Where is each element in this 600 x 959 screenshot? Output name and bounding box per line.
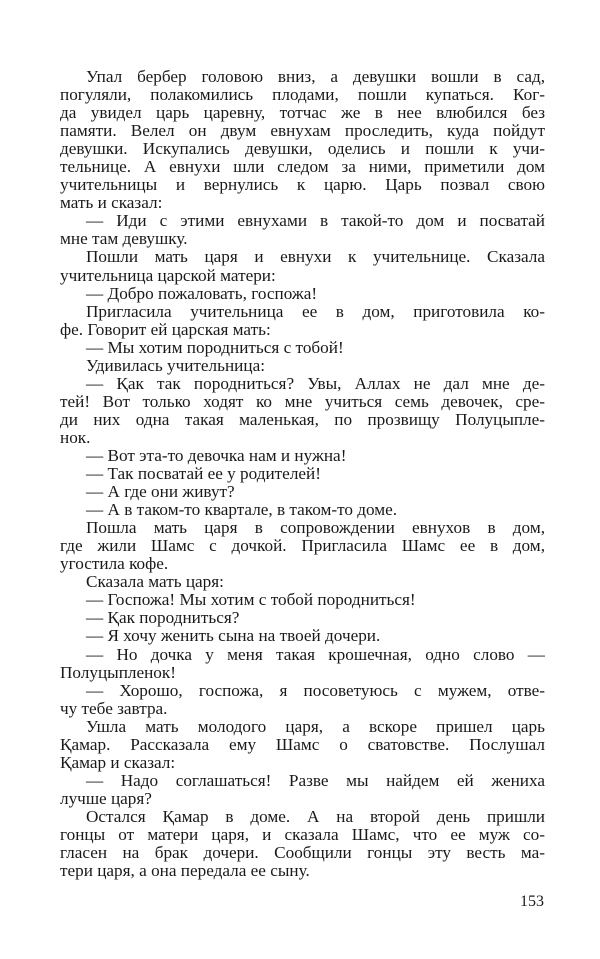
text-line: ди них одна такая маленькая, по прозвищу Полуцыпле-	[60, 410, 545, 429]
text-line: Қамар. Рассказала ему Шамс о сватовстве. Послушал	[60, 735, 545, 754]
text-line: тери царя, а она передала ее сыну.	[60, 861, 310, 881]
paragraph	[60, 483, 545, 501]
paragraph	[60, 357, 545, 375]
text-line: — Так посватай ее у родителей!	[86, 464, 321, 484]
text-line: тельнице. А евнухи шли следом за ними, приметили дом	[60, 158, 545, 177]
text-line: гонцы от матери царя, и сказала Шамс, что ее муж со-	[60, 825, 545, 844]
text-line: памяти. Велел он двум евнухам проследить, куда пойдут	[60, 122, 545, 141]
text-line: — Қак так породниться? Увы, Аллах не дал мне де-	[86, 374, 545, 393]
text-line: гласен на брак дочери. Сообщили гонцы эту весть ма-	[60, 844, 545, 863]
paragraph	[60, 772, 545, 808]
text-line: — Добро пожаловать, госпожа!	[86, 283, 318, 303]
text-line: Қамар и сказал:	[60, 752, 176, 772]
text-line: Ушла мать молодого царя, а вскоре пришел царь	[86, 717, 545, 736]
paragraph	[60, 303, 545, 339]
paragraph	[60, 248, 545, 284]
text-line: Остался Қамар в доме. А на второй день пришли	[86, 807, 545, 826]
paragraph	[60, 682, 545, 718]
paragraph	[60, 339, 545, 357]
text-line: — Қак породниться?	[86, 608, 240, 628]
text-line: Пошли мать царя и евнухи к учительнице. Сказала	[86, 248, 545, 267]
paragraph	[60, 609, 545, 627]
text-line: — Госпожа! Мы хотим с тобой породниться!	[86, 590, 416, 610]
text-line: Пошла мать царя в сопровождении евнухов в дом,	[86, 519, 545, 538]
text-line: девушки. Искупались девушки, оделись и пошли к учи-	[60, 140, 545, 159]
text-line: фе. Говорит ей царская мать:	[60, 319, 271, 339]
paragraph	[60, 447, 545, 465]
text-line: — Хорошо, госпожа, я посоветуюсь с мужем, отве-	[86, 681, 545, 700]
text-line: — А где они живут?	[86, 482, 235, 502]
text-line: тей! Вот только ходят ко мне учиться семь девочек, сре-	[60, 392, 545, 411]
paragraph	[60, 68, 545, 212]
page-number: 153	[520, 893, 544, 910]
text-line: нок.	[60, 427, 91, 447]
text-line: учительница царской матери:	[60, 265, 276, 285]
paragraph	[60, 519, 545, 573]
text-line: мне там девушку.	[60, 229, 188, 249]
text-line: да увидел царь царевну, тотчас же в нее влюбился без	[60, 104, 545, 123]
paragraph	[60, 375, 545, 447]
text-line: где жили Шамс с дочкой. Пригласила Шамс ее в дом,	[60, 537, 545, 556]
paragraph	[60, 646, 545, 682]
paragraph	[60, 212, 545, 248]
paragraph	[60, 627, 545, 645]
paragraph	[60, 285, 545, 303]
text-line: — Я хочу женить сына на твоей дочери.	[86, 626, 381, 646]
text-line: лучше царя?	[60, 788, 152, 808]
text-line: Пригласила учительница ее в дом, приготовила ко-	[86, 302, 545, 321]
paragraph	[60, 591, 545, 609]
text-line: угостила кофе.	[60, 554, 169, 574]
paragraph	[60, 718, 545, 772]
text-line: Удивилась учительница:	[86, 355, 265, 375]
page-text	[60, 68, 545, 880]
paragraph	[60, 573, 545, 591]
text-line: чу тебе завтра.	[60, 698, 168, 718]
text-line: — Но дочка у меня такая крошечная, одно слово —	[86, 645, 545, 664]
paragraph	[60, 501, 545, 519]
text-line: — Вот эта-то девочка нам и нужна!	[86, 445, 347, 465]
paragraph	[60, 465, 545, 483]
text-line: Упал бербер головою вниз, а девушки вошли в сад,	[86, 68, 545, 86]
text-line: мать и сказал:	[60, 193, 163, 213]
text-line: — Мы хотим породниться с тобой!	[86, 337, 344, 357]
paragraph	[60, 808, 545, 880]
text-line: — Иди с этими евнухами в такой-то дом и посватай	[86, 212, 545, 231]
text-line: Сказала мать царя:	[86, 572, 224, 592]
text-line: Полуцыпленок!	[60, 662, 176, 682]
text-line: — Надо соглашаться! Разве мы найдем ей жениха	[86, 771, 545, 790]
text-line: учительницы и вернулись к царю. Царь позвал свою	[60, 176, 545, 195]
text-line: — А в таком-то квартале, в таком-то доме.	[86, 500, 398, 520]
text-line: погуляли, полакомились плодами, пошли купаться. Ког-	[60, 86, 545, 105]
